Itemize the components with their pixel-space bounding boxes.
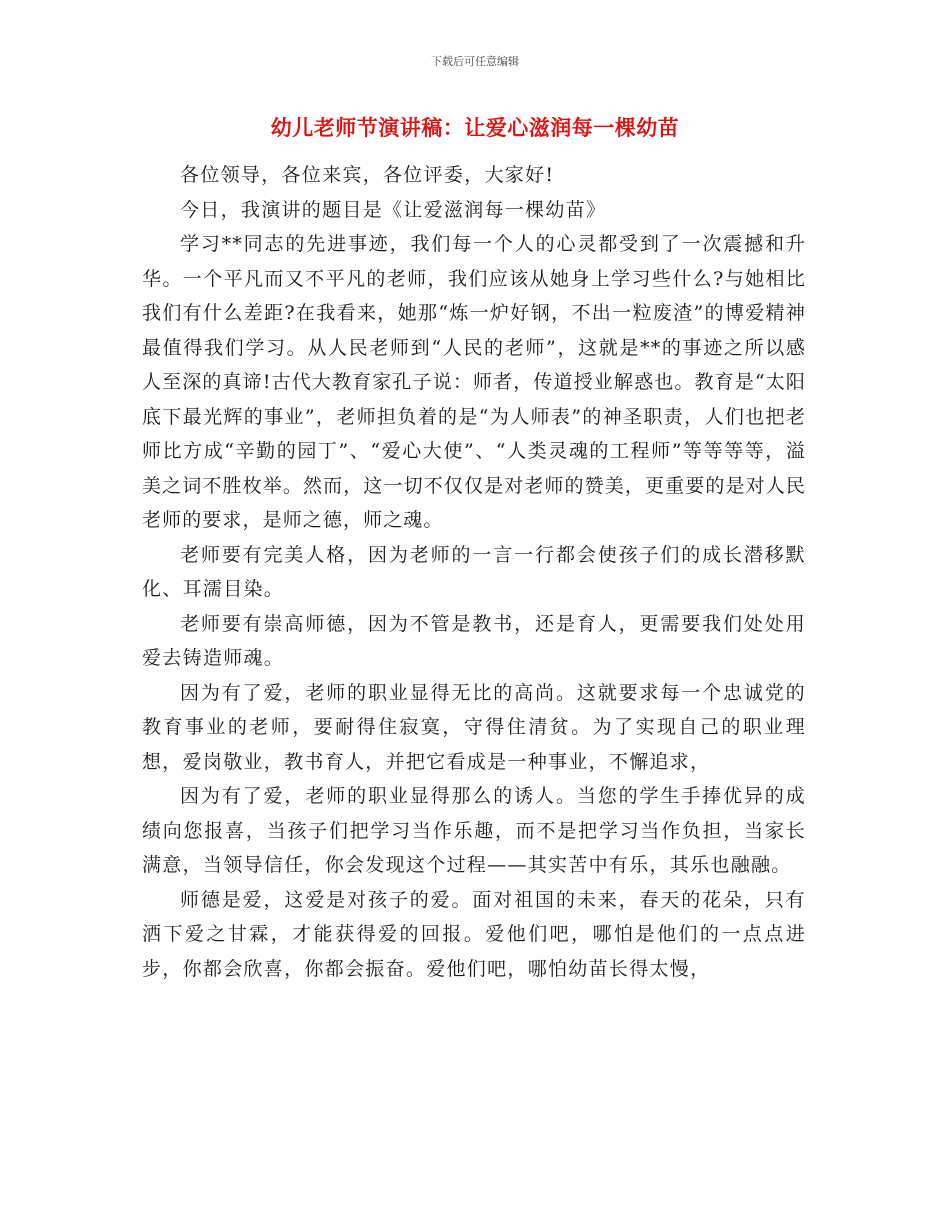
paragraph-topic: 今日，我演讲的题目是《让爱滋润每一棵幼苗》: [180, 198, 607, 221]
document-title: 幼儿老师节演讲稿：让爱心滋润每一棵幼苗: [270, 116, 680, 140]
header-note: 下载后可任意编辑: [431, 55, 519, 68]
paragraph-body: 老师要有完美人格，因为老师的一言一行都会使孩子们的成长潜移默化、耳濡目染。: [142, 543, 806, 600]
document-body: [142, 158, 806, 986]
paragraph-body: 学习**同志的先进事迹，我们每一个人的心灵都受到了一次震撼和升华。一个平凡而又不平凡的老师，我们应该从她身上学习些什么?与她相比我们有什么差距?在我看来，她那“炼一炉好钢，不出一粒废渣”的博爱精神最值得我们学习。从人民老师到“人民的老师”，这就是**的事迹之所以感人至深的真谛!古代大教育家孔子说：师者，传道授业解惑也。教育是“太阳底下最光辉的事业”，老师担负着的是“为人师表”的神圣职责，人们也把老师比方成“辛勤的园丁”、“爱心大使”、“人类灵魂的工程师”等等等等，溢美之词不胜枚举。然而，这一切不仅仅是对老师的赞美，更重要的是对人民老师的要求，是师之德，师之魂。: [142, 233, 806, 531]
paragraph-body: 师德是爱，这爱是对孩子的爱。面对祖国的未来，春天的花朵，只有洒下爱之甘霖，才能获得爱的回报。爱他们吧，哪怕是他们的一点点进步，你都会欣喜，你都会振奋。爱他们吧，哪怕幼苗长得太慢，: [142, 888, 806, 980]
paragraph-body: 老师要有崇高师德，因为不管是教书，还是育人，更需要我们处处用爱去铸造师魂。: [142, 612, 806, 669]
paragraph-body: 因为有了爱，老师的职业显得无比的高尚。这就要求每一个忠诚党的教育事业的老师，要耐得住寂寞，守得住清贫。为了实现自己的职业理想，爱岗敬业，教书育人，并把它看成是一种事业，不懈追求，: [142, 681, 806, 773]
paragraph-greeting: 各位领导，各位来宾，各位评委，大家好!: [180, 164, 555, 186]
paragraph-body: 因为有了爱，老师的职业显得那么的诱人。当您的学生手捧优异的成绩向您报喜，当孩子们把学习当作乐趣，而不是把学习当作负担，当家长满意，当领导信任，你会发现这个过程——其实苦中有乐，其乐也融融。: [142, 785, 806, 876]
